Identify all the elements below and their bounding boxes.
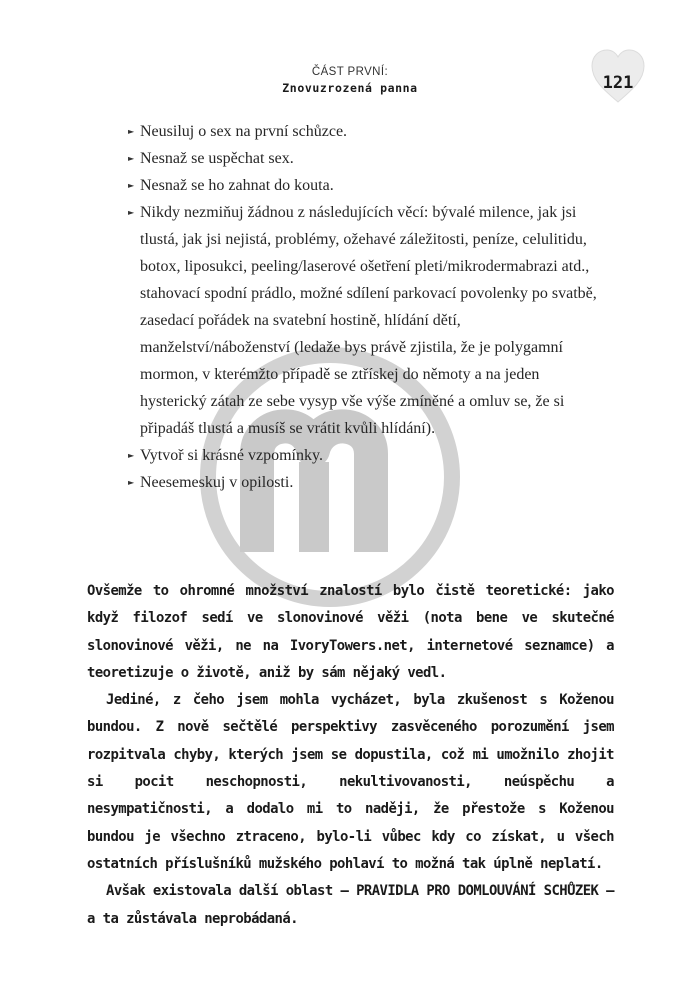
bullet-arrow-icon: ►	[128, 127, 135, 136]
list-item-text: Neesemeskuj v opilosti.	[140, 474, 294, 491]
list-item	[128, 442, 598, 469]
list-item	[128, 199, 598, 442]
list-item	[128, 145, 598, 172]
rules-list	[128, 118, 598, 496]
list-item-text: Nesnaž se uspěchat sex.	[140, 150, 294, 167]
bullet-arrow-icon: ►	[128, 181, 135, 190]
list-item-text: Nesnaž se ho zahnat do kouta.	[140, 177, 334, 194]
part-label: ČÁST PRVNÍ:	[311, 66, 389, 78]
paragraph: Ovšemže to ohromné množství znalostí bylo čistě teoretické: jako když filozof sedí ve slonovinové věži (nota bene ve skutečné slonovinové věži, ne na IvoryTowers.net, internetové seznamce) a teoretizuje o životě, aniž by sám nějaký vedl.	[87, 583, 614, 681]
bullet-arrow-icon: ►	[128, 154, 135, 163]
list-item-text: Neusiluj o sex na první schůzce.	[140, 123, 348, 140]
list-item-text: Nikdy nezmiňuj žádnou z následujících věcí: bývalé milence, jak jsi tlustá, jak jsi nejistá, problémy, ožehavé záležitosti, peníze, celulitidu, botox, liposukci, peeling/laserové ošetření pleti/mikrodermabrazi atd., stahovací spodní prádlo, možné sdílení parkovací povolenky po svatbě, zasedací pořádek na svatební hostině, hlídání dětí, manželství/náboženství (ledaže bys právě zjistila, že je polygamní mormon, v kterémžto případě se ztřískej do němoty a na jeden hysterický zátah ze sebe vysyp vše výše zmíněné a omluv se, že si připadáš tlustá a musíš se vrátit kvůli hlídání).	[140, 204, 597, 437]
running-head	[200, 64, 500, 96]
list-item	[128, 469, 598, 496]
list-item	[128, 118, 598, 145]
bullet-arrow-icon: ►	[128, 208, 135, 217]
body-text	[87, 578, 614, 933]
list-item-text: Vytvoř si krásné vzpomínky.	[140, 447, 323, 464]
chapter-title: Znovuzrozená panna	[282, 81, 418, 95]
bullet-arrow-icon: ►	[128, 478, 135, 487]
paragraph: Avšak existovala další oblast – PRAVIDLA PRO DOMLOUVÁNÍ SCHŮZEK – a ta zůstávala neprobádaná.	[87, 883, 614, 927]
list-item	[128, 172, 598, 199]
bullet-arrow-icon: ►	[128, 451, 135, 460]
paragraph: Jediné, z čeho jsem mohla vycházet, byla zkušenost s Koženou bundou. Z nově sečtělé perspektivy zasvěceného porozumění jsem rozpitvala chyby, kterých jsem se dopustila, což mi umožnilo zhojit si pocit neschopnosti, nekultivovanosti, neúspěchu a nesympatičnosti, a dodalo mi to naději, že přestože s Koženou bundou je všechno ztraceno, bylo-li vůbec kdy co získat, u všech ostatních příslušníků mužského pohlaví to možná tak úplně neplatí.	[87, 692, 614, 872]
page-number: 121	[602, 73, 634, 93]
page-number-marker	[588, 44, 648, 108]
